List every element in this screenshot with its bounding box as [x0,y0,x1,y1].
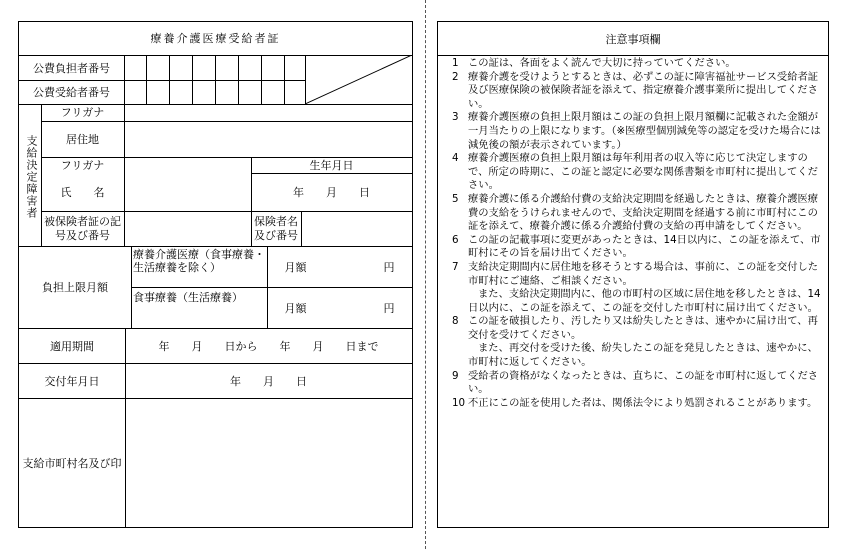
meal-care-label: 食事療養（生活療養） [133,291,243,304]
note-item: 8 この証を破損したり、汚したり又は紛失したときは、速やかに届け出て、再交付を受けてください。 [452,315,818,341]
note-subitem: また、支給決定期間内に、他の市町村の区域に居住地を移したときは、14日以内に、この証を添えて、この証を交付した市町村に届け出てください。 [468,288,821,314]
notes-panel [437,21,829,528]
period-label: 適用期間 [50,339,94,353]
monthly-amount-1: 月額 円 [284,260,395,274]
certificate-card [18,21,413,528]
note-item: 9 受給者の資格がなくなったときは、直ちに、この証を市町村に返してください。 [452,369,819,396]
recipient-number-label: 公費受給者番号 [33,86,110,99]
note-item: 4 療養介護医療の負担上限月額は毎年利用者の収入等に応じて決定しますので、所定の時期に、この証と認定に必要な関係書類を市町村に提出してください。 [452,152,818,192]
municipality-label: 支給市町村名及び印 [22,456,122,470]
note-item: 3 療養介護医療の負担上限月額はこの証の負担上限月額欄に記載された金額が一月当たりの上限になります。（※医療型個別減免等の認定を受けた場合には減免後の額が表示されています。） [452,111,821,151]
note-item: 6 この証の記載事項に変更があったときは、14日以内に、この証を添えて、市町村にその旨を届け出てください。 [452,233,821,260]
furigana-label-1: フリガナ [60,106,105,119]
copay-limit-label: 負担上限月額 [42,281,108,294]
blank-slash [305,55,412,104]
note-item: 2 療養介護を受けようとするときは、必ずこの証に障害福祉サービス受給者証及び医療保険の被保険者証を添えて、指定療養介護事業所に提出してください。 [452,70,819,110]
name-label: 氏 名 [60,186,105,199]
period-value: 年 月 日から 年 月 日まで [158,339,379,353]
note-item: 7 支給決定期間内に居住地を移そうとする場合は、事前に、この証を交付した市町村にご連絡、ご相談ください。 [452,260,819,287]
birthdate-value: 年 月 日 [293,186,370,199]
issue-date-value: 年 月 日 [230,374,307,388]
note-item: 5 療養介護に係る介護給付費の支給決定期間を経過したときは、療養介護医療費の支給をうけられませんので、支給決定期間を経過する前に市町村にこの証を添えて、療養介護に係る介護給付費の支給の再申請をしてください。 [452,192,819,233]
medical-care-label: 療養介護医療（食事療養・生活療養を除く） [133,248,265,274]
monthly-amount-2: 月額 円 [284,301,395,315]
decided-person-label: 支給決定障害者 [25,135,38,219]
birthdate-label: 生年月日 [309,159,354,172]
furigana-label-2: フリガナ [60,159,105,172]
note-item: 10 不正にこの証を使用した者は、関係法令により処罰されることがあります。 [452,396,818,409]
note-subitem: また、再交付を受けた後、紛失したこの証を発見したときは、速やかに、市町村に返してください。 [468,342,818,369]
note-item: 1 この証は、各面をよく読んで大切に持っていてください。 [452,57,736,69]
payer-number-label: 公費負担者番号 [33,61,110,75]
fold-divider [425,0,426,549]
address-label: 居住地 [66,133,99,146]
issue-date-label: 交付年月日 [44,374,100,388]
notes-list [444,57,826,410]
insurer-label: 保険者名及び番号 [254,215,298,242]
notes-title: 注意事項欄 [605,32,661,46]
card-title: 療養介護医療受給者証 [150,32,281,45]
insured-card-label: 被保険者証の記号及び番号 [44,215,121,242]
